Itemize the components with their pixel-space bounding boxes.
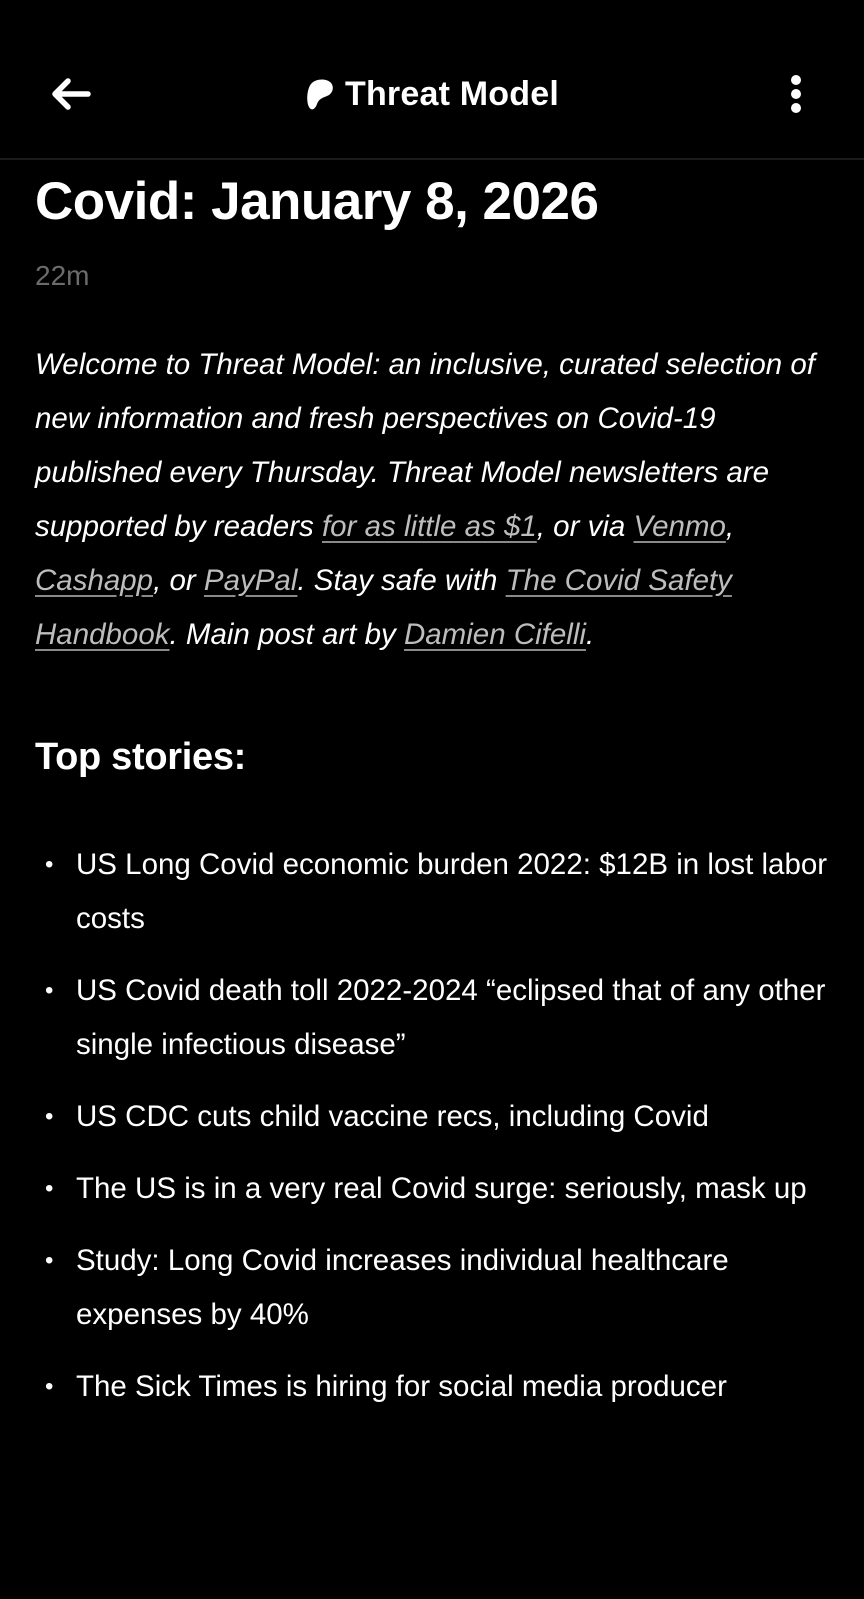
intro-text: , [725,510,735,543]
intro-text: . [585,618,595,651]
story-item: • Study: Long Covid increases individual healthcare expenses by 40% [35,1234,835,1342]
top-stories-list [35,838,835,1414]
reading-time: 22m [35,260,90,291]
story-item: • US Covid death toll 2022-2024 “eclipsed that of any other single infectious disease” [35,964,835,1072]
story-item: • US CDC cuts child vaccine recs, including Covid [35,1090,835,1144]
more-options-button[interactable] [786,74,806,118]
venmo-link[interactable]: Venmo [633,510,726,543]
intro-text: , or [153,564,204,597]
intro-text: , or via [536,510,634,543]
section-heading: Top stories: [35,736,247,778]
paypal-link[interactable]: PayPal [203,564,298,597]
intro-text: . Stay safe with [297,564,506,597]
publication-logo-icon [305,77,335,111]
post-content [35,168,835,1432]
post-title: Covid: January 8, 2026 [35,172,599,231]
story-item: • US Long Covid economic burden 2022: $12B in lost labor costs [35,838,835,946]
story-item: • The US is in a very real Covid surge: seriously, mask up [35,1162,835,1216]
cashapp-link[interactable]: Cashapp [35,564,154,597]
intro-text: Welcome to Threat Model: an inclusive, curated selection of new information and fresh perspectives on Covid-19 published every Thursday. Threat Model newsletters are supported by readers [35,348,815,543]
story-item: • The Sick Times is hiring for social media producer [35,1360,835,1414]
more-vertical-icon [786,74,806,118]
safety-handbook-link[interactable]: The Covid Safety Handbook [35,564,732,651]
intro-text: . Main post art by [169,618,404,651]
top-app-bar [0,0,864,160]
intro-paragraph [35,338,835,662]
publication-title: Threat Model [345,74,559,113]
support-link[interactable]: for as little as $1 [321,510,537,543]
artist-link[interactable]: Damien Cifelli [403,618,586,651]
publication-brand[interactable] [0,72,864,116]
